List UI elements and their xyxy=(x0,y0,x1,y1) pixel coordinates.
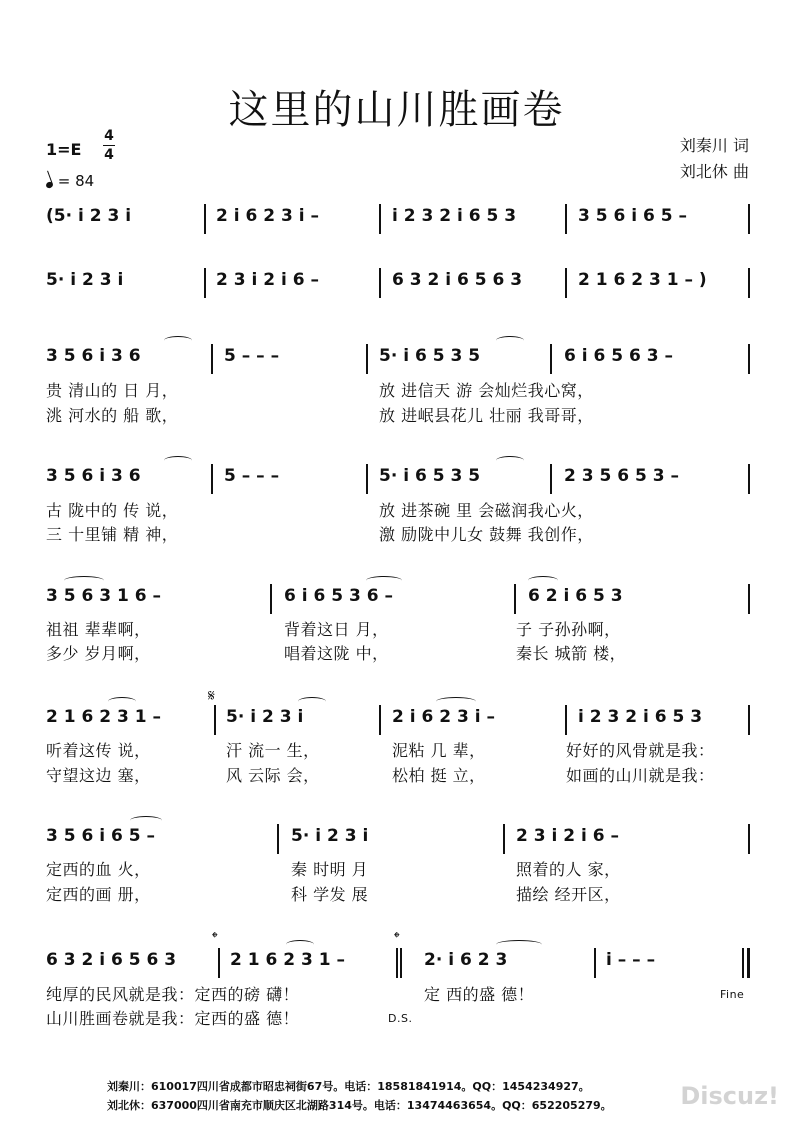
ds-mark: D.S. xyxy=(388,1012,413,1025)
score-row xyxy=(46,707,751,737)
score-bar: 2 1 6 2 3 1 – ) xyxy=(578,270,707,290)
lyric-text: 放 进岷县花儿 壮丽 我哥哥， xyxy=(379,406,594,425)
lyric-text: 定 西的盛 德！ xyxy=(424,985,535,1004)
score-bar: i 2 3 2 i 6 5 3 xyxy=(578,707,703,727)
lyric-text: 定西的画 册， xyxy=(46,885,151,904)
time-signature xyxy=(103,128,115,163)
lyric-text: 三 十里铺 精 神， xyxy=(46,525,179,544)
lyric-line xyxy=(46,857,751,879)
score-bar: 5· i 2 3 i xyxy=(291,826,369,846)
credits xyxy=(680,133,749,185)
lyric-text: 科 学发 展 xyxy=(291,885,369,904)
score-bar: i – – – xyxy=(606,950,656,970)
coda-icon: 𝄌 xyxy=(394,928,400,947)
lyric-text: 多少 岁月啊， xyxy=(46,644,151,663)
score-bar: 2 3 5 6 5 3 – xyxy=(564,466,679,486)
score-row xyxy=(46,950,751,980)
lyric-text: 听着这传 说， xyxy=(46,741,151,760)
fine-mark: Fine xyxy=(720,988,745,1001)
score-bar: 2 3 i 2 i 6 – xyxy=(216,270,319,290)
lyric-line xyxy=(46,378,751,400)
lyric-line xyxy=(46,982,751,1004)
lyric-text: 秦长 城箭 楼， xyxy=(516,644,627,663)
lyric-text: 山川胜画卷就是我：定西的盛 德！ xyxy=(46,1009,300,1028)
lyric-text: 贵 清山的 日 月， xyxy=(46,381,179,400)
lyric-text: 定西的血 火， xyxy=(46,860,151,879)
lyric-text: 子 子孙孙啊， xyxy=(516,620,621,639)
score-bar: 2· i 6 2 3 xyxy=(424,950,508,970)
lyric-line xyxy=(46,641,751,663)
lyric-line xyxy=(46,498,751,520)
score-bar: 5· i 2 3 i xyxy=(226,707,304,727)
score-row xyxy=(46,826,751,856)
lyricist: 刘秦川 词 xyxy=(679,136,749,155)
lyric-text: 纯厚的民风就是我：定西的磅 礴！ xyxy=(46,985,300,1004)
lyric-text: 风 云际 会， xyxy=(226,766,320,785)
lyric-text: 古 陇中的 传 说， xyxy=(46,501,179,520)
lyric-text: 放 进信天 游 会灿烂我心窝， xyxy=(379,381,594,400)
score-bar: 2 3 i 2 i 6 – xyxy=(516,826,619,846)
score-bar: 6 i 6 5 6 3 – xyxy=(564,346,673,366)
score-bar: 3 5 6 3 1 6 – xyxy=(46,586,161,606)
score-bar: 2 i 6 2 3 i – xyxy=(392,707,495,727)
score-row xyxy=(46,346,751,376)
score-bar: 5 – – – xyxy=(224,466,280,486)
tempo-mark xyxy=(46,172,94,190)
segno-icon: 𝄋 xyxy=(208,686,215,705)
lyric-text: 泥粘 几 辈， xyxy=(392,741,486,760)
score-bar: 3 5 6 i 3 6 xyxy=(46,346,141,366)
score-bar: 3 5 6 i 3 6 xyxy=(46,466,141,486)
lyric-line xyxy=(46,617,751,639)
score-row xyxy=(46,206,751,236)
lyric-text: 祖祖 辈辈啊， xyxy=(46,620,151,639)
lyric-text: 松柏 挺 立， xyxy=(392,766,486,785)
composer: 刘北休 曲 xyxy=(679,162,749,181)
lyric-text: 好好的风骨就是我： xyxy=(566,741,715,760)
lyric-text: 秦 时明 月 xyxy=(291,860,369,879)
score-row xyxy=(46,466,751,496)
meter-top: 4 xyxy=(104,128,114,144)
lyric-line xyxy=(46,738,751,760)
score-bar: 6 i 6 5 3 6 – xyxy=(284,586,393,606)
lyric-text: 背着这日 月， xyxy=(284,620,389,639)
score-bar: 5 – – – xyxy=(224,346,280,366)
lyric-text: 放 进茶碗 里 会磁润我心火， xyxy=(379,501,594,520)
watermark-logo: Discuz! xyxy=(680,1082,779,1110)
page-title: 这里的山川胜画卷 xyxy=(228,87,565,133)
score-bar: 3 5 6 i 6 5 – xyxy=(46,826,155,846)
lyric-line xyxy=(46,1006,751,1028)
quarter-note-icon xyxy=(45,181,54,189)
score-bar: i 2 3 2 i 6 5 3 xyxy=(392,206,517,226)
lyric-line xyxy=(46,882,751,904)
score-bar: 2 1 6 2 3 1 – xyxy=(46,707,161,727)
score-bar: 5· i 6 5 3 5 xyxy=(379,346,481,366)
lyric-text: 激 励陇中儿女 鼓舞 我创作， xyxy=(379,525,594,544)
meter-bottom: 4 xyxy=(104,147,114,163)
score-bar: (5· i 2 3 i xyxy=(46,206,132,226)
key-signature: 1=E xyxy=(46,140,82,159)
lyric-line xyxy=(46,763,751,785)
lyric-text: 照着的人 家， xyxy=(516,860,621,879)
lyric-line xyxy=(46,522,751,544)
lyric-text: 如画的山川就是我： xyxy=(566,766,715,785)
score-bar: 5· i 2 3 i xyxy=(46,270,124,290)
lyric-text: 唱着这陇 中， xyxy=(284,644,389,663)
lyric-text: 描绘 经开区， xyxy=(516,885,621,904)
score-bar: 2 1 6 2 3 1 – xyxy=(230,950,345,970)
score-bar: 2 i 6 2 3 i – xyxy=(216,206,319,226)
score-bar: 6 2 i 6 5 3 xyxy=(528,586,623,606)
score-row xyxy=(46,586,751,616)
contact-composer: 刘北休：637000四川省南充市顺庆区北湖路314号。电话：13474463654。QQ：652205279。 xyxy=(107,1099,612,1112)
lyric-text: 洮 河水的 船 歌， xyxy=(46,406,179,425)
score-bar: 6 3 2 i 6 5 6 3 xyxy=(46,950,177,970)
lyric-text: 汗 流一 生， xyxy=(226,741,320,760)
lyric-line xyxy=(46,403,751,425)
lyric-text: 守望这边 塞， xyxy=(46,766,151,785)
coda-icon: 𝄌 xyxy=(212,928,218,947)
tempo-value: = 84 xyxy=(57,172,95,190)
score-bar: 3 5 6 i 6 5 – xyxy=(578,206,687,226)
score-row xyxy=(46,270,751,300)
score-bar: 6 3 2 i 6 5 6 3 xyxy=(392,270,523,290)
contact-lyricist: 刘秦川：610017四川省成都市昭忠祠街67号。电话：18581841914。QQ：1454234927。 xyxy=(107,1080,590,1093)
score-bar: 5· i 6 5 3 5 xyxy=(379,466,481,486)
